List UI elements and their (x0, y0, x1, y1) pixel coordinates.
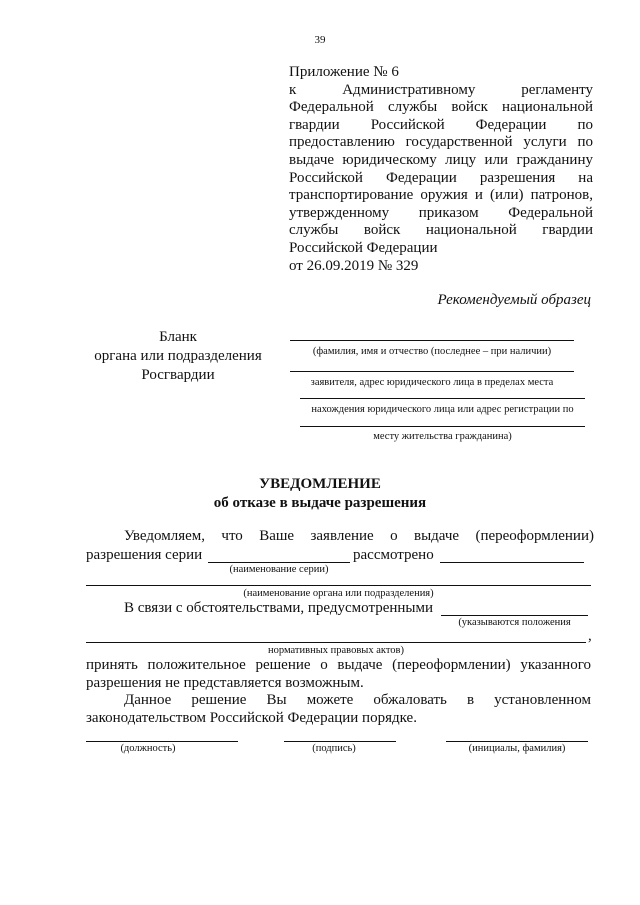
appendix-line: к Административному регламенту (289, 81, 593, 98)
document-subtitle: об отказе в выдаче разрешения (213, 495, 427, 511)
page-number: 39 (314, 34, 326, 46)
body-line: законодательством Российской Федерации порядке. (86, 710, 417, 726)
provisions-caption: (указываются положения (458, 617, 571, 628)
recipient-caption: заявителя, адрес юридического лица в пределах места (310, 377, 554, 388)
recipient-fill-line[interactable] (300, 398, 585, 399)
appendix-line: Российской Федерации разрешения на (289, 169, 593, 186)
initials-caption: (инициалы, фамилия) (468, 743, 566, 754)
acts-fill-line[interactable] (86, 642, 586, 643)
provisions-fill-line[interactable] (441, 615, 588, 616)
appendix-line: Приложение № 6 (289, 64, 399, 80)
document-title: УВЕДОМЛЕНИЕ (259, 476, 381, 492)
appendix-line: утвержденному приказом Федеральной (289, 204, 593, 221)
appendix-line: Федеральной службы войск национальной (289, 99, 593, 116)
signature-caption: (подпись) (312, 743, 356, 754)
signature-fill-line[interactable] (284, 741, 396, 742)
appendix-line: службы войск национальной гвардии (289, 222, 593, 239)
letterhead-line: Росгвардии (141, 367, 215, 383)
comma: , (588, 628, 592, 644)
appendix-block (289, 64, 593, 275)
appendix-line: гвардии Российской Федерации по (289, 116, 593, 133)
body-text: рассмотрено (353, 547, 434, 563)
recipient-caption: месту жительства гражданина) (373, 431, 512, 442)
recipient-caption: нахождения юридического лица или адрес регистрации по (311, 404, 574, 415)
recipient-fill-line[interactable] (290, 371, 574, 372)
letterhead-block (78, 328, 278, 385)
body-text: разрешения серии (86, 547, 203, 563)
recipient-fill-line[interactable] (300, 426, 585, 427)
appendix-line: предоставлению государственной услуги по (289, 134, 593, 151)
body-line: Уведомляем, что Ваше заявление о выдаче (переоформлении) (124, 528, 594, 544)
org-fill-line[interactable] (86, 585, 591, 586)
series-fill-line[interactable] (208, 562, 350, 563)
appendix-line: от 26.09.2019 № 329 (289, 257, 419, 274)
body-text: В связи с обстоятельствами, предусмотренными (124, 600, 434, 616)
letterhead-line: органа или подразделения (94, 348, 262, 364)
initials-fill-line[interactable] (446, 741, 588, 742)
sample-label: Рекомендуемый образец (437, 292, 591, 308)
recipient-fill-line[interactable] (290, 340, 574, 341)
acts-caption: нормативных правовых актов) (268, 645, 404, 656)
recipient-caption: (фамилия, имя и отчество (последнее – при наличии) (312, 346, 552, 357)
reviewed-by-fill-line[interactable] (440, 562, 584, 563)
org-caption: (наименование органа или подразделения) (243, 588, 434, 599)
appendix-line: выдаче юридическому лицу или гражданину (289, 151, 593, 168)
letterhead-line: Бланк (159, 329, 197, 345)
body-line: принять положительное решение о выдаче (переоформлении) указанного (86, 657, 591, 673)
appendix-line: Российской Федерации (289, 239, 438, 256)
body-line: разрешения не представляется возможным. (86, 675, 364, 691)
series-caption: (наименование серии) (229, 564, 329, 575)
position-caption: (должность) (120, 743, 176, 754)
position-fill-line[interactable] (86, 741, 238, 742)
body-line: Данное решение Вы можете обжаловать в установленном (124, 692, 591, 708)
appendix-line: транспортирование оружия и (или) патронов, (289, 187, 593, 204)
